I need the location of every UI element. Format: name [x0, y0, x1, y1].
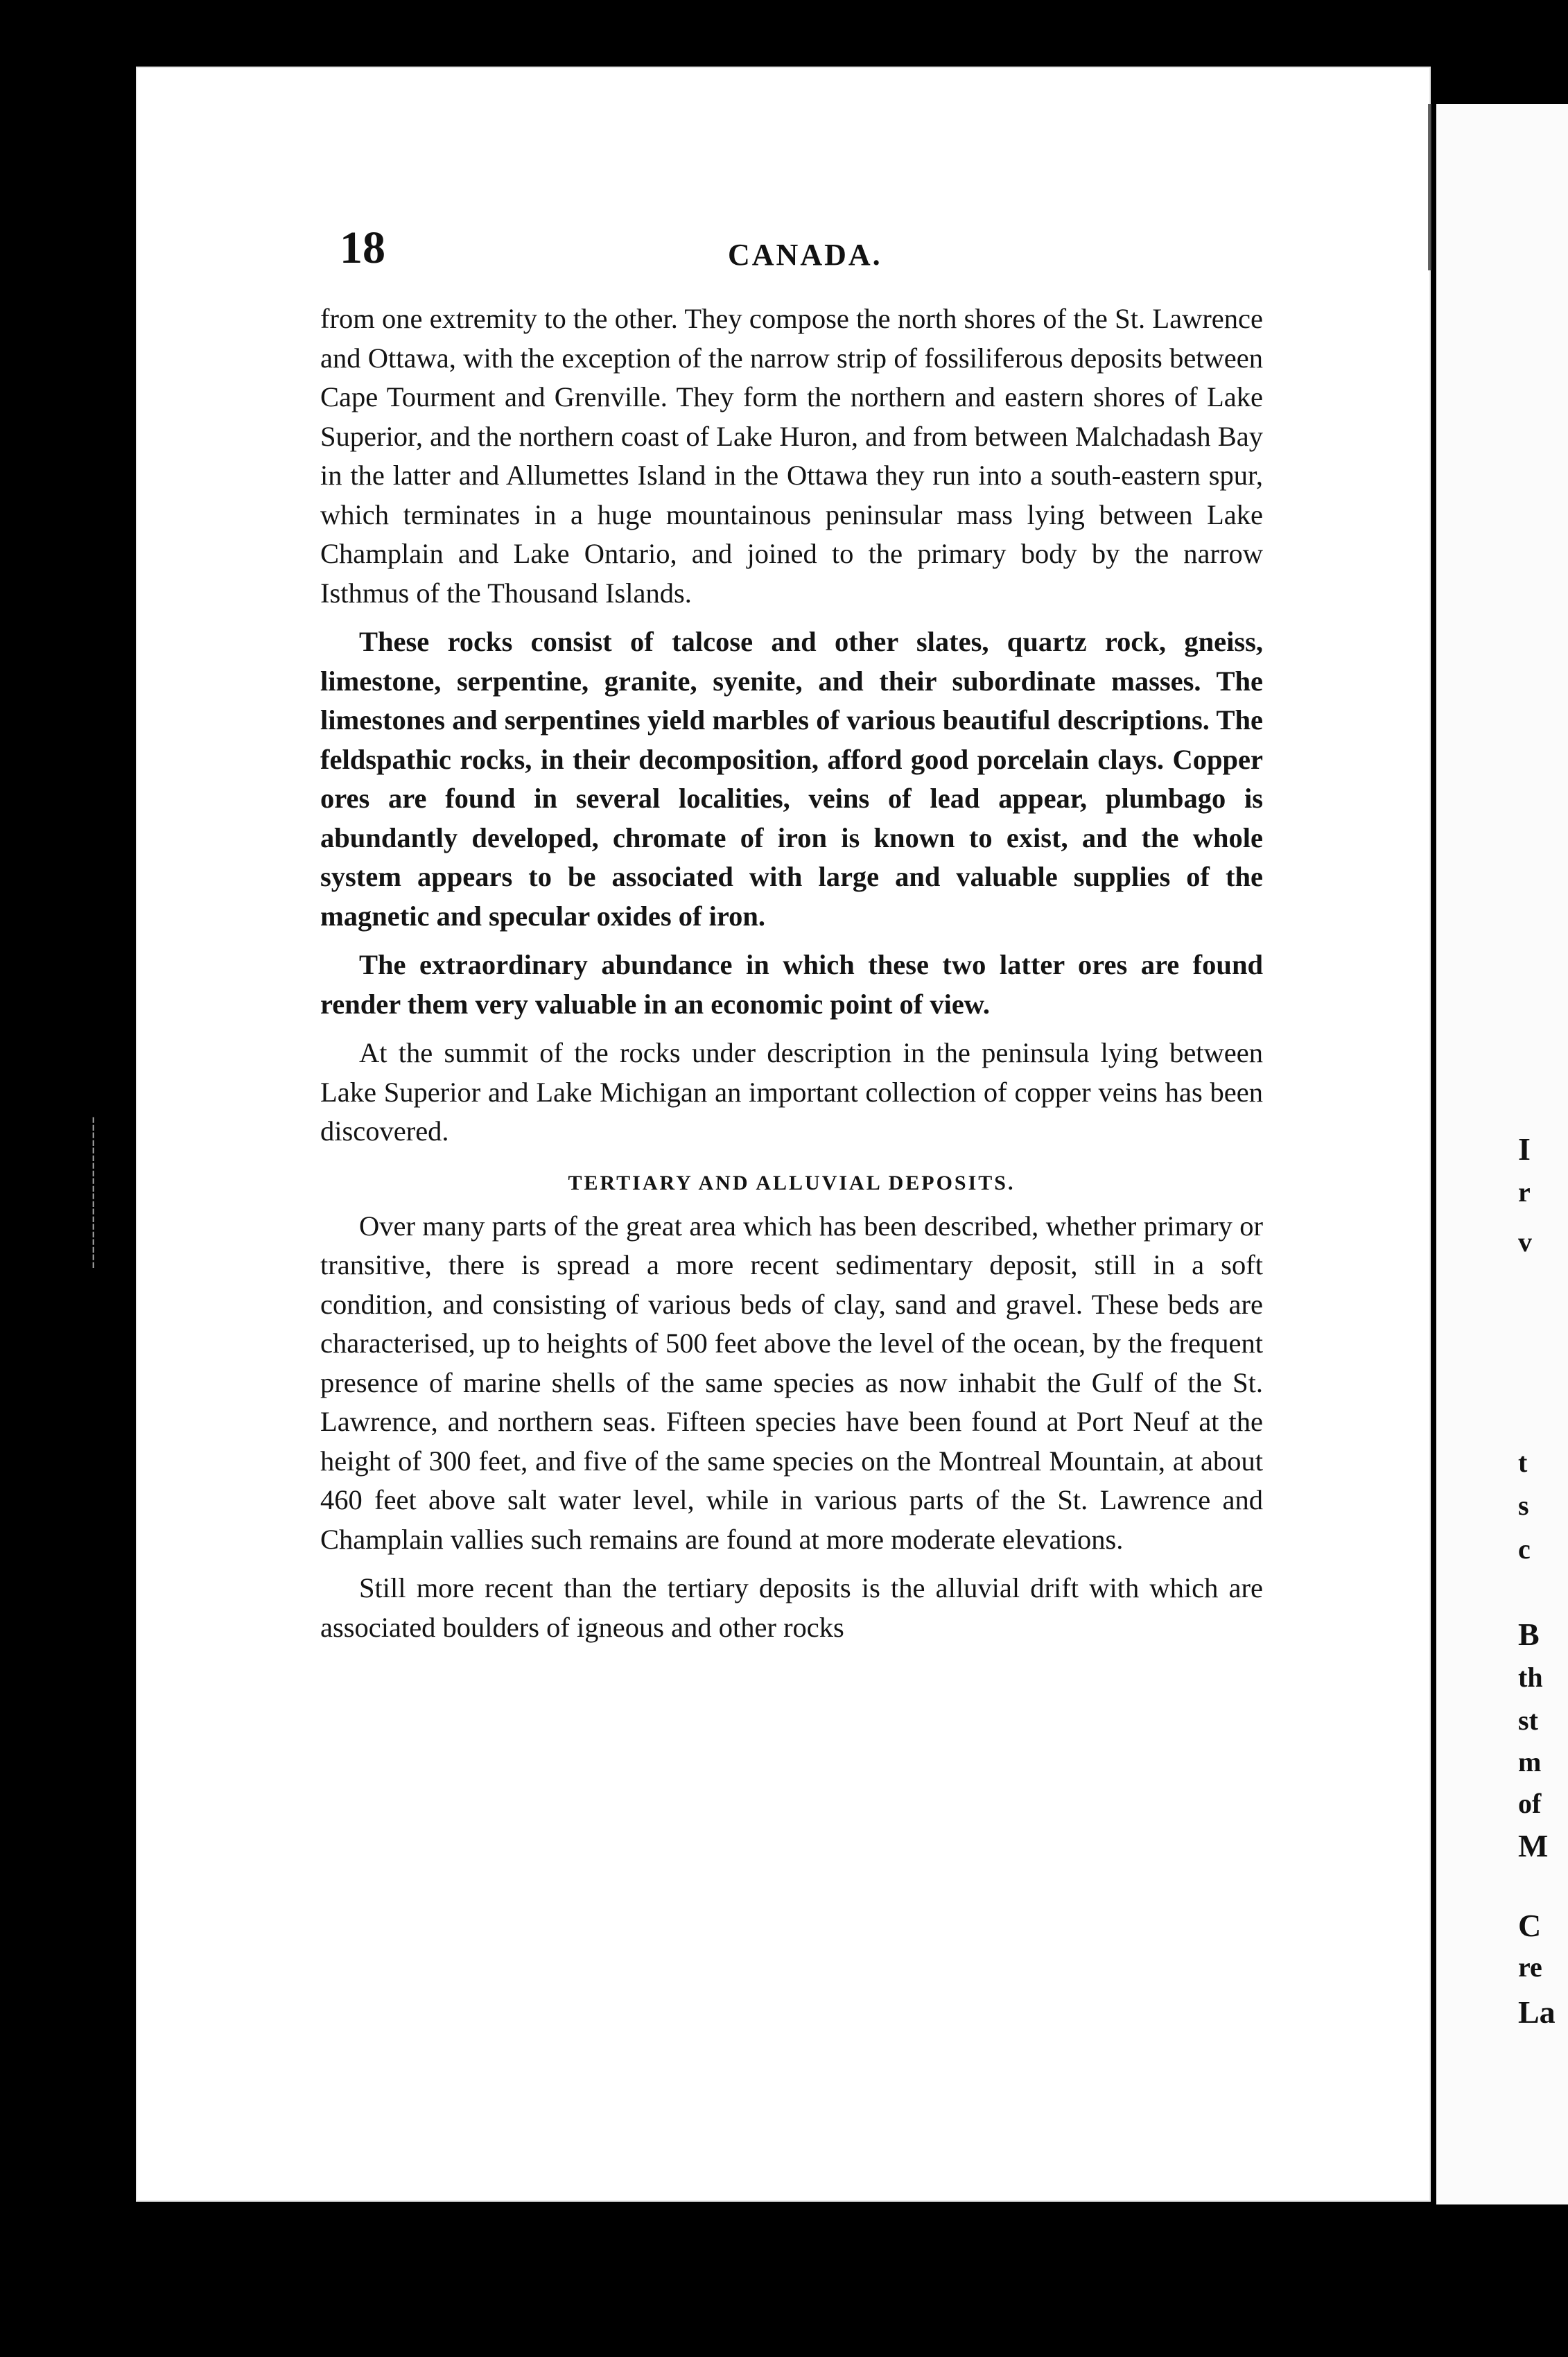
- body-text: [320, 299, 1263, 1647]
- paragraph: Still more recent than the tertiary deposits is the alluvial drift with which are associated boulders of igneous and other rocks: [320, 1572, 1263, 1643]
- facing-page-fragment: La: [1518, 1994, 1556, 2030]
- facing-page-fragment: t: [1518, 1447, 1528, 1478]
- page-header: [340, 222, 1296, 273]
- facing-page-fragment: th: [1518, 1662, 1543, 1693]
- facing-page-fragment: re: [1518, 1951, 1542, 1983]
- facing-page-fragment: v: [1518, 1226, 1532, 1258]
- facing-page-fragment: B: [1518, 1617, 1540, 1652]
- facing-page-fragment: M: [1518, 1828, 1549, 1863]
- facing-page-fragment: c: [1518, 1533, 1531, 1565]
- paragraph: The extraordinary abundance in which these two latter ores are found render them very valuable in an economic point of view.: [320, 949, 1263, 1020]
- facing-page-fragment: r: [1518, 1176, 1531, 1208]
- running-title: CANADA.: [728, 238, 882, 272]
- facing-page-fragment: I: [1518, 1131, 1531, 1167]
- paragraph: These rocks consist of talcose and other slates, quartz rock, gneiss, limestone, serpentine, granite, syenite, and their subordinate masses. The limestones and serpentines yield marbles of various beautiful descriptions. The feldspathic rocks, in their decomposition, afford good porcelain clays. Copper ores are found in several localities, veins of lead appear, plumbago is abundantly developed, chromate of iron is known to exist, and the whole system appears to be associated with large and valuable supplies of the magnetic and specular oxides of iron.: [320, 626, 1263, 932]
- facing-page-fragment: m: [1518, 1746, 1542, 1777]
- section-heading: TERTIARY AND ALLUVIAL DEPOSITS.: [568, 1171, 1016, 1194]
- facing-page-fragment: st: [1518, 1705, 1538, 1736]
- page-number: 18: [340, 223, 385, 273]
- facing-page-edge: [1436, 104, 1568, 2204]
- facing-page-fragment: of: [1518, 1788, 1542, 1819]
- paragraph: from one extremity to the other. They compose the north shores of the St. Lawrence and Ottawa, with the exception of the narrow strip of fossiliferous deposits between Cape Tourment and Grenville. They form the northern and eastern shores of Lake Superior, and the northern coast of Lake Huron, and from between Malchadash Bay in the latter and Allumettes Island in the Ottawa they run into a south-eastern spur, which terminates in a huge mountainous peninsular mass lying between Lake Champlain and Lake Ontario, and joined to the primary body by the narrow Isthmus of the Thousand Islands.: [320, 303, 1263, 609]
- paragraph: Over many parts of the great area which has been described, whether primary or transitive, there is spread a more recent sedimentary deposit, still in a soft condition, and consisting of various beds of clay, sand and gravel. These beds are characterised, up to heights of 500 feet above the level of the ocean, by the frequent presence of marine shells of the same species as now inhabit the Gulf of the St. Lawrence, and northern seas. Fifteen species have been found at Port Neuf at the height of 300 feet, and five of the same species on the Montreal Mountain, at about 460 feet above salt water level, while in various parts of the St. Lawrence and Champlain vallies such remains are found at more moderate elevations.: [320, 1210, 1263, 1555]
- paragraph: At the summit of the rocks under description in the peninsula lying between Lake Superior and Lake Michigan an important collection of copper veins has been discovered.: [320, 1037, 1263, 1147]
- page-gutter-shadow: [1428, 104, 1432, 270]
- facing-page-fragment: C: [1518, 1908, 1542, 1943]
- facing-page-fragment: s: [1518, 1490, 1529, 1521]
- binding-marks: ¦ ¦ ¦ ¦ ¦ ¦ ¦ ¦ ¦ ¦: [89, 1115, 98, 1269]
